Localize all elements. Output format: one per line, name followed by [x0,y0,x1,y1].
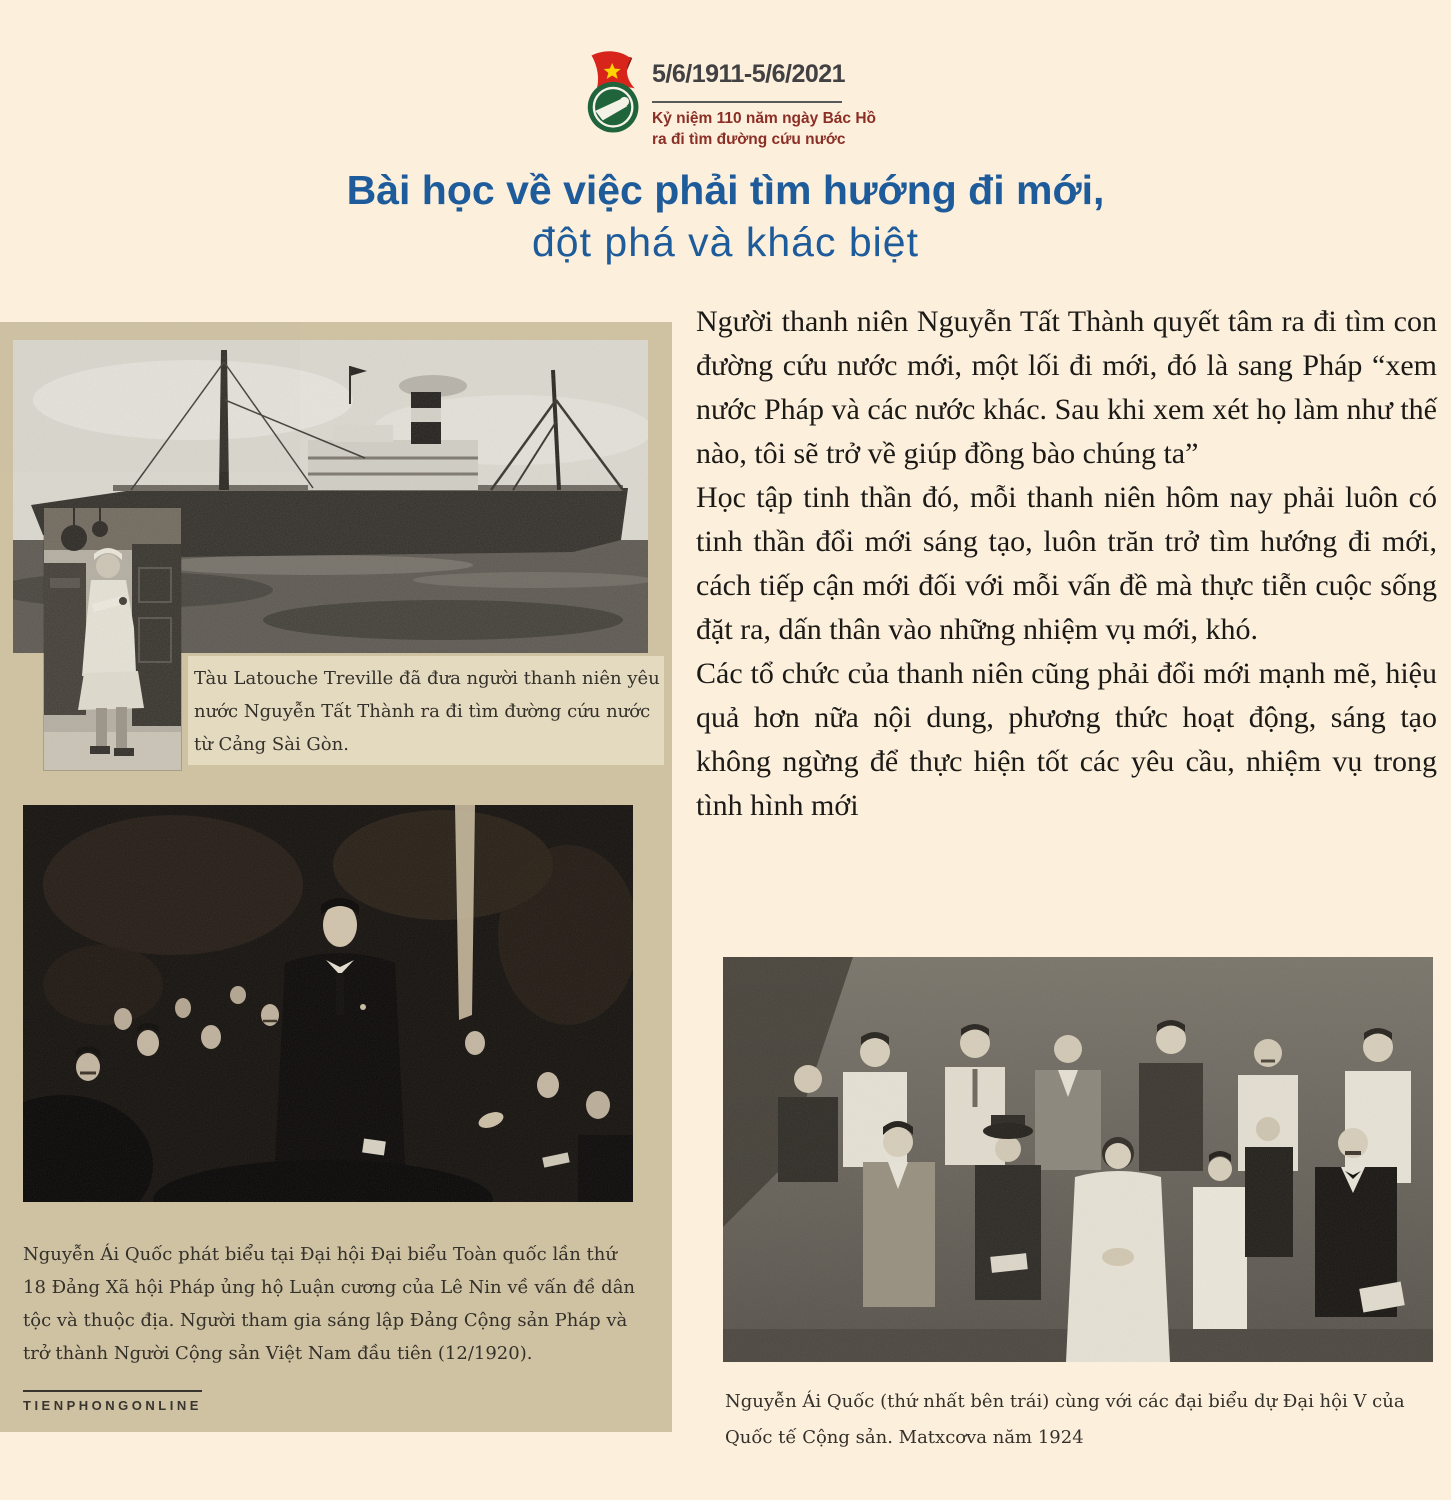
young-cook-portrait-photo [44,508,181,770]
congress-photo-caption: Nguyễn Ái Quốc phát biểu tại Đại hội Đại biểu Toàn quốc lần thứ 18 Đảng Xã hội Pháp ủng hộ Luận cương của Lê Nin về vấn đề dân tộc và thuộc địa. Người tham gia sáng lập Đảng Cộng sản Pháp và trở thành Người Cộng sản Việt Nam đầu tiên (12/1920). [23,1244,636,1364]
anniversary-date-range: 5/6/1911-5/6/2021 [652,60,846,88]
comintern-group-photo [723,957,1433,1362]
photo-panel [0,322,672,1432]
header-divider [652,101,842,103]
article-body [696,300,1437,828]
page-title [0,164,1451,268]
article-paragraph-3: Các tổ chức của thanh niên cũng phải đổi mới mạnh mẽ, hiệu quả hơn nữa nội dung, phương thức hoạt động, sáng tạo không ngừng để thực hiện tốt các yêu cầu, nhiệm vụ trong tình hình mới [696,657,1437,822]
page-title-line2: đột phá và khác biệt [532,219,919,265]
anniversary-subtitle-line1: Kỷ niệm 110 năm ngày Bác Hồ [652,110,876,127]
comintern-photo-caption: Nguyễn Ái Quốc (thứ nhất bên trái) cùng với các đại biểu dự Đại hội V của Quốc tế Cộng sản. Matxcơva năm 1924 [725,1391,1405,1448]
article-paragraph-2: Học tập tinh thần đó, mỗi thanh niên hôm nay phải luôn có tinh thần đổi mới sáng tạo, luôn trăn trở tìm hướng đi mới, cách tiếp cận mới đối với mỗi vấn đề mà thực tiễn cuộc sống đặt ra, dấn thân vào những nhiệm vụ mới, khó. [696,481,1437,646]
source-credit: TIENPHONGONLINE [23,1390,202,1413]
article-paragraph-1: Người thanh niên Nguyễn Tất Thành quyết tâm ra đi tìm con đường cứu nước mới, một lối đi mới, đó là sang Pháp “xem nước Pháp và các nước khác. Sau khi xem xét họ làm như thế nào, tôi sẽ trở về giúp đồng bào chúng ta” [696,305,1437,470]
youth-union-emblem-icon [584,48,646,138]
anniversary-subtitle-line2: ra đi tìm đường cứu nước [652,131,846,148]
congress-speech-photo [23,805,633,1202]
anniversary-subtitle [652,108,876,150]
page-title-line1: Bài học về việc phải tìm hướng đi mới, [346,167,1105,213]
ship-photo-caption: Tàu Latouche Treville đã đưa người thanh niên yêu nước Nguyễn Tất Thành ra đi tìm đường cứu nước từ Cảng Sài Gòn. [188,656,664,765]
